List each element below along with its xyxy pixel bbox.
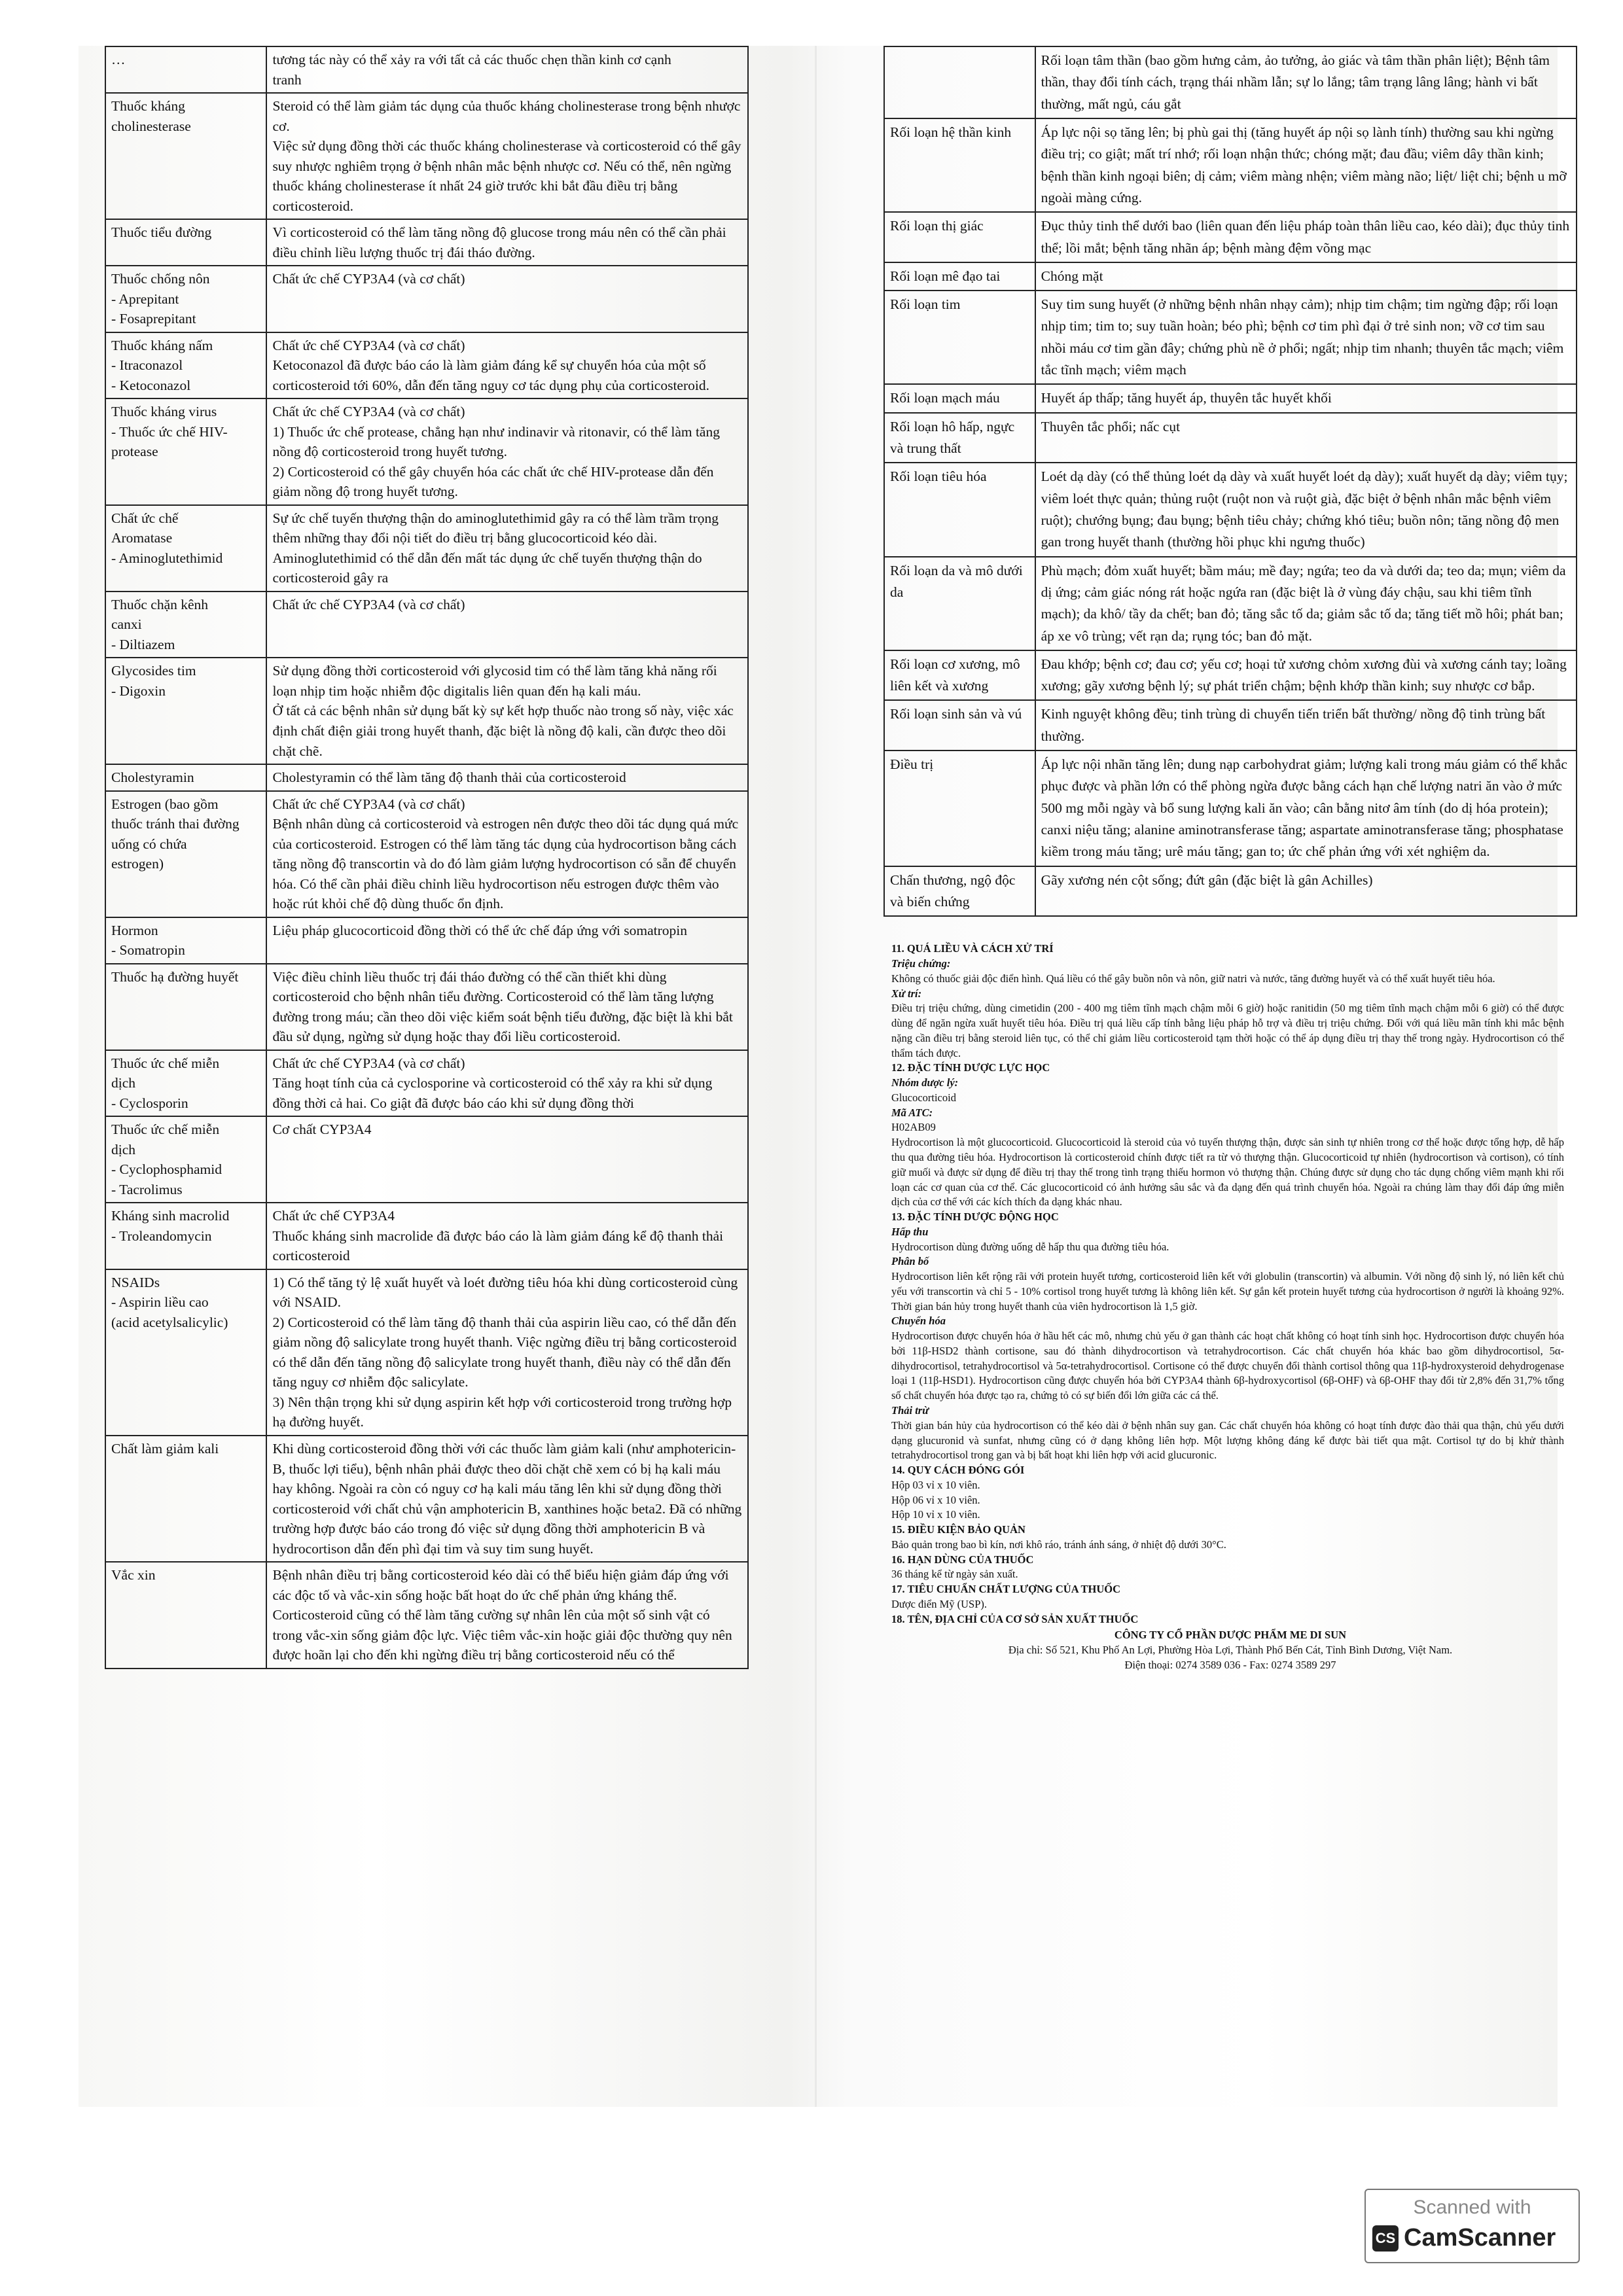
section-subheading: Mã ATC: [891, 1106, 933, 1119]
adverse-row [884, 384, 1577, 412]
section-line: 36 tháng kể từ ngày sản xuất. [891, 1568, 1018, 1581]
drug-name: - Ketoconazol [111, 377, 191, 393]
interaction-note: Cơ chất CYP3A4 [272, 1122, 372, 1138]
interaction-drug-cell [105, 46, 266, 93]
interaction-drug-cell [105, 764, 266, 791]
interaction-row [105, 658, 748, 764]
interaction-note-cell [266, 1203, 748, 1269]
adverse-effects: Phù mạch; đỏm xuất huyết; bầm máu; mề đay; ngứa; teo da và dưới da; teo da; mụn; viêm da dị ứng; cảm giác nóng rát hoặc ngứa ran (đặc biệt là ở vùng đáy chậu, sau khi tiêm tĩnh mạch); da khô/ tầy da chết; ban đỏ; tăng sắc tố da; giảm sắc tố da; tăng tiết mồ hôi; phát ban; áp xe vô trùng; vết rạn da; rụng tóc; ban đỏ mặt. [1035, 557, 1577, 650]
adverse-row [884, 700, 1577, 751]
drug-name: - Cyclophosphamid [111, 1161, 222, 1178]
adverse-row [884, 46, 1577, 118]
adverse-row [884, 463, 1577, 556]
interaction-note-cell [266, 658, 748, 764]
section-line: Hộp 03 vỉ x 10 viên. [891, 1478, 980, 1491]
interaction-note-cell [266, 764, 748, 791]
drug-interactions-table [105, 46, 749, 1669]
adverse-effects: Áp lực nội sọ tăng lên; bị phù gai thị (tăng huyết áp nội sọ lành tính) thường sau khi ngừng điều trị; co giật; mất trí nhớ; rối loạn nhận thức; chóng mặt; đau đầu; viêm dây thần kinh; bệnh thần kinh ngoại biên; dị cảm; viêm màng nhện; viêm màng não; liệt/ liệt chi; bệnh u mỡ ngoài màng cứng. [1035, 118, 1577, 212]
section [891, 1612, 1564, 1627]
organ-class: Rối loạn da và mô dưới da [884, 557, 1035, 650]
interaction-note-cell [266, 1050, 748, 1117]
interaction-row [105, 1203, 748, 1269]
interaction-note: Việc điều chỉnh liều thuốc trị đái tháo đường có thể cần thiết khi dùng corticosteroid cho bệnh nhân tiểu đường. Corticosteroid có thể làm tăng lượng đường trong máu; cần theo dõi việc kiểm soát bệnh tiểu đường, đặc biệt là khi bắt đầu sử dụng, ngừng sử dụng hoặc thay đổi liều corticosteroid. [272, 968, 733, 1045]
organ-class: Rối loạn tim [884, 291, 1035, 384]
drug-name: NSAIDs [111, 1274, 160, 1290]
drug-name: Thuốc ức chế miễn [111, 1122, 220, 1138]
adverse-row [884, 413, 1577, 463]
interaction-row [105, 1116, 748, 1203]
adverse-effects: Huyết áp thấp; tăng huyết áp, thuyên tắc huyết khối [1035, 384, 1577, 412]
interaction-note: 3) Nên thận trọng khi sử dụng aspirin kết hợp với corticosteroid trong trường hợp hạ đường huyết. [272, 1394, 732, 1430]
interaction-note: Sự ức chế tuyến thượng thận do aminoglutethimid gây ra có thể làm trầm trọng thêm những thay đổi nội tiết do điều trị bằng glucocorticoid kéo dài. [272, 510, 719, 546]
interaction-row [105, 1269, 748, 1436]
interaction-row [105, 917, 748, 964]
adverse-effects: Kinh nguyệt không đều; tinh trùng di chuyển tiến triển bất thường/ nồng độ tinh trùng bất thường. [1035, 700, 1577, 751]
section-line: Hộp 10 vỉ x 10 viên. [891, 1508, 980, 1521]
interaction-drug-cell [105, 917, 266, 964]
drug-name: Thuốc kháng [111, 98, 185, 115]
interaction-note: Chất ức chế CYP3A4 (và cơ chất) [272, 796, 465, 812]
drug-name: Vắc xin [111, 1567, 156, 1583]
drug-name: Thuốc tiểu đường [111, 224, 212, 241]
interaction-note: 1) Thuốc ức chế protease, chẳng hạn như indinavir và ritonavir, có thể làm tăng nồng độ corticosteroid trong huyết tương. [272, 423, 720, 460]
adverse-row [884, 118, 1577, 212]
drug-name: Thuốc ức chế miễn [111, 1055, 220, 1071]
interaction-note-cell [266, 1436, 748, 1562]
interaction-drug-cell [105, 791, 266, 917]
drug-name: - Aminoglutethimid [111, 550, 223, 566]
interaction-note: tương tác này có thể xảy ra với tất cả các thuốc chẹn thần kinh cơ cạnh [272, 52, 671, 67]
interaction-note: Vì corticosteroid có thể làm tăng nồng độ glucose trong máu nên có thể cần phải điều chỉnh liều lượng thuốc trị đái tháo đường. [272, 224, 726, 260]
section [891, 942, 1564, 1061]
drug-name: - Fosaprepitant [111, 311, 196, 327]
drug-name: estrogen) [111, 856, 164, 872]
interaction-drug-cell [105, 1562, 266, 1669]
stamp-line1: Scanned with [1413, 2197, 1531, 2218]
manufacturer-block [883, 1628, 1577, 1672]
adverse-effects: Chóng mặt [1035, 262, 1577, 291]
section-text: Hydrocortison dùng đường uống dễ hấp thu qua đường tiêu hóa. [891, 1240, 1169, 1253]
drug-name: - Tacrolimus [111, 1181, 183, 1197]
interaction-note: Chất ức chế CYP3A4 (và cơ chất) [272, 596, 465, 612]
interaction-note-cell [266, 964, 748, 1050]
organ-class: Rối loạn cơ xương, mô liên kết và xương [884, 650, 1035, 701]
organ-class: Rối loạn sinh sản và vú [884, 700, 1035, 751]
adverse-effects-table [883, 46, 1577, 917]
section-text: Hydrocortison được chuyển hóa ở hầu hết các mô, nhưng chủ yếu ở gan thành các hoạt chất không có hoạt tính sinh học. Hydrocortison được chuyển hóa bởi 11β-HSD2 thành cortisone, sau đó thành dihydrocortison và tetrahydrocortison. Các chất chuyển hóa khác bao gồm dihydrocortisol, 5α-dihydrocortisol, tetrahydrocortisol và 5α-tetrahydrocortisol. Cortisone có thể được chuyển đổi thành cortisol thông qua 11β-hydroxysteroid dehydrogenase loại 1 (11β-HSD1). Hydrocortison cũng được chuyển hóa bởi CYP3A4 thành 6β-hydroxycortisol (6β-OHF) và 6β-OHF thay đổi từ 2,8% đến 31,7% tổng số chất chuyển hóa được tạo ra, chứng tỏ có sự biến đổi lớn giữa các cá thể. [891, 1330, 1564, 1402]
company-address: Địa chỉ: Số 521, Khu Phố An Lợi, Phường Hòa Lợi, Thành Phố Bến Cát, Tỉnh Bình Dương, Việt Nam. [1008, 1644, 1453, 1657]
fold-line [815, 46, 817, 2107]
interaction-note-cell [266, 917, 748, 964]
interaction-note-cell [266, 1116, 748, 1203]
interaction-note-cell [266, 219, 748, 266]
interaction-note-cell [266, 1562, 748, 1669]
interaction-note: tranh [272, 71, 302, 88]
adverse-effects: Đục thủy tinh thể dưới bao (liên quan đến liệu pháp toàn thân liều cao, kéo dài); đục thủy tinh thể; lồi mắt; bệnh tăng nhãn áp; bệnh màng đệm võng mạc [1035, 212, 1577, 262]
interaction-note-cell [266, 1269, 748, 1436]
interaction-note-cell [266, 592, 748, 658]
interaction-drug-cell [105, 332, 266, 399]
section-text: Hydrocortison là một glucocorticoid. Glucocorticoid là steroid của vỏ tuyến thượng thận, được sản sinh tự nhiên trong cơ thể hoặc được tổng hợp, dễ hấp thu qua đường tiêu hóa. Hydrocortison là corticosteroid chính được tiết ra từ vỏ thượng thận. Glucocorticoid tự nhiên (hydrocortison và cortison), có tính giữ muối và được sử dụng để điều trị thay thế trong tình trạng thiếu hormon vỏ thượng thận. Chúng được sử dụng cho tác dụng chống viêm mạnh khi rối loạn các cơ quan của cơ thể. Các glucocorticoid có ảnh hưởng sâu sắc và đa dạng đến quá trình chuyển hóa. Ngoài ra chúng làm thay đổi đáp ứng miễn dịch của cơ thể với các kích thích đa dạng khác nhau. [891, 1136, 1564, 1209]
interaction-note: 2) Corticosteroid có thể làm tăng độ thanh thải của aspirin liều cao, có thể dẫn đến giảm nồng độ salicylate trong huyết thanh. Việc ngừng điều trị bằng corticosteroid có thể dẫn đến tăng nồng độ salicylate trong huyết thanh, điều này có thể dẫn đến tăng nguy cơ nhiễm độc salicylate. [272, 1314, 737, 1390]
drug-name: - Aprepitant [111, 291, 179, 307]
adverse-row [884, 262, 1577, 291]
camscanner-stamp [1364, 2189, 1580, 2263]
adverse-row [884, 557, 1577, 650]
interaction-row [105, 1562, 748, 1669]
drug-name: - Cyclosporin [111, 1095, 188, 1111]
organ-class: Rối loạn thị giác [884, 212, 1035, 262]
section-line: Bảo quản trong bao bì kín, nơi khô ráo, tránh ánh sáng, ở nhiệt độ dưới 30°C. [891, 1538, 1226, 1551]
interaction-row [105, 1050, 748, 1117]
drug-name: thuốc tránh thai đường [111, 816, 240, 832]
interaction-row [105, 791, 748, 917]
drug-name: canxi [111, 616, 142, 633]
section-text: Hydrocortison liên kết rộng rãi với protein huyết tương, corticosteroid liên kết với globulin (transcortin) và albumin. Với nồng độ sinh lý, nó liên kết chủ yếu với transcortin và chỉ 5 - 10% cortisol trong huyết tương là không liên kết. Sự gắn kết protein huyết tương của hydrocortison ở người là khoảng 92%. Thời gian bán hủy trong huyết thanh của viên hydrocortison là 1,5 giờ. [891, 1270, 1564, 1313]
organ-class: Rối loạn mê đạo tai [884, 262, 1035, 291]
interaction-note-cell [266, 266, 748, 332]
section [891, 1210, 1564, 1463]
organ-class: Chấn thương, ngộ độc và biến chứng [884, 866, 1035, 917]
drug-name: Thuốc hạ đường huyết [111, 968, 239, 985]
organ-class: Rối loạn hệ thần kinh [884, 118, 1035, 212]
organ-class [884, 46, 1035, 118]
section-text: Không có thuốc giải độc điển hình. Quá liều có thể gây buồn nôn và nôn, giữ natri và nước, tăng đường huyết và có thể xuất huyết tiêu hóa. [891, 972, 1495, 985]
interaction-note: Bệnh nhân điều trị bằng corticosteroid kéo dài có thể biểu hiện giảm đáp ứng với các độc tố và vắc-xin sống hoặc bất hoạt do ức chế phản ứng kháng thể. Corticosteroid cũng có thể làm tăng cường sự nhân lên của một số sinh vật có trong vắc-xin sống giảm độc lực. Việc tiêm vắc-xin hoặc giải độc thường quy nên được hoãn lại cho đến khi ngừng điều trị bằng corticosteroid nếu có thể [272, 1567, 732, 1663]
interaction-note: Ketoconazol đã được báo cáo là làm giảm đáng kể sự chuyển hóa của một số corticosteroid tới 60%, dẫn đến tăng nguy cơ tác dụng phụ của corticosteroid. [272, 357, 709, 393]
interactions-column [105, 46, 749, 1669]
company-phone: Điện thoại: 0274 3589 036 - Fax: 0274 3589 297 [1124, 1659, 1336, 1671]
drug-name: Thuốc kháng virus [111, 404, 217, 420]
interaction-drug-cell [105, 658, 266, 764]
organ-class: Rối loạn hô hấp, ngực và trung thất [884, 413, 1035, 463]
interaction-drug-cell [105, 398, 266, 505]
interaction-note: 2) Corticosteroid có thể gây chuyển hóa các chất ức chế HIV-protease dẫn đến giảm nồng độ trong huyết tương. [272, 463, 714, 500]
section-title: 16. HẠN DÙNG CỦA THUỐC [891, 1553, 1034, 1566]
section-title: 13. ĐẶC TÍNH DƯỢC ĐỘNG HỌC [891, 1210, 1059, 1224]
interaction-drug-cell [105, 505, 266, 592]
section [891, 1523, 1564, 1553]
section-line: Dược điển Mỹ (USP). [891, 1597, 987, 1610]
interaction-note-cell [266, 46, 748, 93]
leaflet-sections [883, 942, 1577, 1627]
interaction-drug-cell [105, 1269, 266, 1436]
stamp-line2: CamScanner [1404, 2224, 1556, 2252]
drug-name: Hormon [111, 922, 158, 938]
drug-name: dịch [111, 1141, 136, 1157]
interaction-row [105, 1436, 748, 1562]
interaction-drug-cell [105, 93, 266, 219]
drug-name: Thuốc chặn kênh [111, 596, 209, 612]
section [891, 1463, 1564, 1523]
drug-name: - Diltiazem [111, 636, 175, 652]
drug-name: Cholestyramin [111, 769, 194, 786]
interaction-row [105, 764, 748, 791]
interaction-note: Bệnh nhân dùng cả corticosteroid và estrogen nên được theo dõi tác dụng quá mức của corticosteroid. Estrogen có thể làm tăng tác dụng của hydrocortison bằng cách tăng nồng độ transcortin và do đó làm giảm lượng hydrocortison có sẵn để chuyển hóa. Có thể cần phải điều chỉnh liều hydrocortison nếu estrogen được thêm vào hoặc rút khỏi chế độ dùng thuốc ổn định. [272, 816, 739, 912]
section-line: Hộp 06 vỉ x 10 viên. [891, 1493, 980, 1506]
section-title: 12. ĐẶC TÍNH DƯỢC LỰC HỌC [891, 1061, 1050, 1074]
section [891, 1582, 1564, 1612]
interaction-note: 1) Có thể tăng tỷ lệ xuất huyết và loét đường tiêu hóa khi dùng corticosteroid cùng với NSAID. [272, 1274, 738, 1311]
section-subheading: Chuyển hóa [891, 1315, 946, 1328]
section-title: 15. ĐIỀU KIỆN BẢO QUẢN [891, 1523, 1026, 1536]
interaction-note: Ở tất cả các bệnh nhân sử dụng bất kỳ sự kết hợp thuốc nào trong số này, việc xác định chất điện giải trong huyết thanh, đặc biệt là nồng độ kali, cần được theo dõi chặt chẽ. [272, 703, 734, 759]
interaction-row [105, 46, 748, 93]
section-title: 18. TÊN, ĐỊA CHỈ CỦA CƠ SỞ SẢN XUẤT THUỐC [891, 1612, 1139, 1625]
section-subheading: Phân bố [891, 1255, 929, 1268]
interaction-row [105, 93, 748, 219]
interaction-drug-cell [105, 266, 266, 332]
adverse-effects: Thuyên tắc phổi; nấc cụt [1035, 413, 1577, 463]
interaction-note: Chất ức chế CYP3A4 (và cơ chất) [272, 271, 465, 287]
drug-name: - Itraconazol [111, 357, 183, 374]
adverse-effects: Rối loạn tâm thần (bao gồm hưng cảm, ảo tưởng, ảo giác và tâm thần phân liệt); Bệnh tâm thần, thay đổi tính cách, trạng thái nhầm lẫn; sự lo lắng; tâm trạng lâng lâng; hành vi bất thường, mất ngủ, cáu gắt [1035, 46, 1577, 118]
drug-name: Chất ức chế [111, 510, 179, 526]
section-subheading: Thải trừ [891, 1404, 929, 1417]
interaction-drug-cell [105, 1203, 266, 1269]
section-title: 11. QUÁ LIỀU VÀ CÁCH XỬ TRÍ [891, 942, 1054, 955]
interaction-drug-cell [105, 219, 266, 266]
adverse-effects: Suy tim sung huyết (ở những bệnh nhân nhạy cảm); nhịp tim chậm; tim ngừng đập; rối loạn nhịp tim; tim to; suy tuần hoàn; béo phì; bệnh cơ tim phì đại ở trẻ sinh non; vỡ cơ tim sau nhồi máu cơ tim gần đây; chứng phù nề ở phổi; ngất; nhịp tim nhanh; thuyên tắc mạch; viêm tắc tĩnh mạch; viêm mạch [1035, 291, 1577, 384]
section-subheading: Triệu chứng: [891, 957, 951, 970]
section-text: Điều trị triệu chứng, dùng cimetidin (200 - 400 mg tiêm tĩnh mạch chậm mỗi 6 giờ) hoặc ranitidin (50 mg tiêm tĩnh mạch chậm mỗi 6 giờ) có thể được dùng để ngăn ngừa xuất huyết tiêu hóa. Điều trị quá liều cấp tính bằng liệu pháp hỗ trợ và điều trị triệu chứng. Đối với quá liều mãn tính khi mắc bệnh nặng cần điều trị bằng steroid liên tục, có thể chỉ giảm liều corticosteroid tạm thời hoặc có thể áp dụng điều trị thay thế trong ngày. Hydrocortison có thể thẩm tách được. [891, 1002, 1564, 1059]
drug-name: Aromatase [111, 530, 173, 546]
interaction-note: Liệu pháp glucocorticoid đồng thời có thể ức chế đáp ứng với somatropin [272, 922, 687, 938]
drug-name: cholinesterase [111, 118, 191, 134]
right-column [883, 46, 1577, 1673]
drug-name: - Aspirin liều cao [111, 1294, 209, 1311]
drug-name: Thuốc chống nôn [111, 271, 210, 287]
interaction-note: Khi dùng corticosteroid đồng thời với các thuốc làm giảm kali (như amphotericin-B, thuốc lợi tiểu), bệnh nhân phải được theo dõi chặt chẽ xem có bị hạ kali máu hay không. Ngoài ra còn có nguy cơ hạ kali máu tăng lên khi sử dụng đồng thời corticosteroid với chất chủ vận amphotericin B, xanthines hoặc beta2. Đã có những trường hợp được báo cáo trong đó việc sử dụng đồng thời amphotericin B và hydrocortison dẫn đến phì đại tim và suy tim sung huyết. [272, 1441, 742, 1557]
section-subheading: Hấp thu [891, 1225, 929, 1238]
adverse-row [884, 751, 1577, 866]
organ-class: Điều trị [884, 751, 1035, 866]
adverse-effects: Gãy xương nén cột sống; đứt gân (đặc biệt là gân Achilles) [1035, 866, 1577, 917]
interaction-drug-cell [105, 964, 266, 1050]
adverse-row [884, 291, 1577, 384]
organ-class: Rối loạn tiêu hóa [884, 463, 1035, 556]
camscanner-logo-icon: CS [1372, 2225, 1399, 2252]
drug-name: - Troleandomycin [111, 1227, 212, 1244]
interaction-note: Tăng hoạt tính của cả cyclosporine và corticosteroid có thể xảy ra khi sử dụng đồng thời cả hai. Co giật đã được báo cáo khi sử dụng đồng thời [272, 1075, 713, 1111]
interaction-row [105, 964, 748, 1050]
drug-name: dịch [111, 1075, 136, 1091]
interaction-note: Chất ức chế CYP3A4 (và cơ chất) [272, 1055, 465, 1071]
interaction-note: Aminoglutethimid có thể dẫn đến mất tác dụng ức chế tuyến thượng thận do corticosteroid gây ra [272, 550, 702, 586]
adverse-row [884, 866, 1577, 917]
interaction-note: Chất ức chế CYP3A4 [272, 1208, 395, 1224]
section-text: Glucocorticoid [891, 1091, 956, 1104]
interaction-row [105, 219, 748, 266]
adverse-row [884, 650, 1577, 701]
interaction-note-cell [266, 398, 748, 505]
interaction-row [105, 592, 748, 658]
interaction-drug-cell [105, 1116, 266, 1203]
section [891, 1061, 1564, 1210]
drug-name: Chất làm giảm kali [111, 1441, 219, 1457]
drug-name: Kháng sinh macrolid [111, 1208, 230, 1224]
drug-name: uống có chứa [111, 836, 187, 852]
interaction-drug-cell [105, 1050, 266, 1117]
interaction-note-cell [266, 93, 748, 219]
section-subheading: Nhóm dược lý: [891, 1076, 959, 1089]
interaction-note: Sử dụng đồng thời corticosteroid với glycosid tim có thể làm tăng khả năng rối loạn nhịp tim hoặc nhiễm độc digitalis liên quan đến hạ kali máu. [272, 663, 717, 699]
interaction-row [105, 398, 748, 505]
company-name: CÔNG TY CỔ PHẦN DƯỢC PHẨM ME DI SUN [1114, 1629, 1347, 1642]
drug-name: (acid acetylsalicylic) [111, 1314, 228, 1330]
organ-class: Rối loạn mạch máu [884, 384, 1035, 412]
interaction-note: Steroid có thể làm giảm tác dụng của thuốc kháng cholinesterase trong bệnh nhược cơ. [272, 98, 741, 134]
drug-name: - Digoxin [111, 682, 166, 699]
drug-name: Thuốc kháng nấm [111, 337, 213, 353]
adverse-effects: Đau khớp; bệnh cơ; đau cơ; yếu cơ; hoại tử xương chỏm xương đùi và xương cánh tay; loãng xương; gãy xương bệnh lý; sự phát triển chậm; bệnh khớp thần kinh; suy nhược cơ bắp. [1035, 650, 1577, 701]
section-title: 17. TIÊU CHUẨN CHẤT LƯỢNG CỦA THUỐC [891, 1583, 1121, 1596]
adverse-effects: Áp lực nội nhãn tăng lên; dung nạp carbohydrat giảm; lượng kali trong máu giảm có thể khắc phục được và phần lớn có thể phòng ngừa được bằng cách hạn chế lượng natri ăn vào ở mức 500 mg mỗi ngày và bổ sung lượng kali ăn vào; cân bằng nitơ âm tính (do dị hóa protein); canxi niệu tăng; alanine aminotransferase tăng; aspartate aminotransferase tăng; phosphatase kiềm trong máu tăng; urê máu tăng; gan to; ức chế phản ứng với xét nghiệm da. [1035, 751, 1577, 866]
drug-name: Estrogen (bao gồm [111, 796, 219, 812]
drug-name: - Thuốc ức chế HIV-protease [111, 423, 228, 460]
section [891, 1553, 1564, 1583]
drug-name: - Somatropin [111, 942, 185, 959]
interaction-row [105, 266, 748, 332]
interaction-note-cell [266, 332, 748, 399]
section-title: 14. QUY CÁCH ĐÓNG GÓI [891, 1464, 1025, 1477]
interaction-drug-cell [105, 1436, 266, 1562]
drug-name: … [111, 52, 126, 67]
interaction-note: Chất ức chế CYP3A4 (và cơ chất) [272, 404, 465, 420]
adverse-effects: Loét dạ dày (có thể thủng loét dạ dày và xuất huyết loét dạ dày); xuất huyết dạ dày; viêm tụy; viêm loét thực quản; thủng ruột (ruột non và ruột già, đặc biệt ở bệnh nhân mắc bệnh viêm ruột); chướng bụng; đau bụng; bệnh tiêu chảy; chứng khó tiêu; buồn nôn; tăng nồng độ men gan trong huyết thanh (thường hồi phục khi ngưng thuốc) [1035, 463, 1577, 556]
section-subheading: Xử trí: [891, 987, 922, 1000]
interaction-note: Chất ức chế CYP3A4 (và cơ chất) [272, 337, 465, 353]
interaction-row [105, 505, 748, 592]
drug-name: Glycosides tim [111, 663, 196, 679]
section-text: Thời gian bán hủy của hydrocortison có thể kéo dài ở bệnh nhân suy gan. Các chất chuyển hóa không có hoạt tính được đào thải qua thận, chủ yếu dưới dạng glucuronid và sunfat, nhưng cũng có ở dạng không liên hợp. Một lượng không đáng kể được bài tiết qua mật. Cortisol tự do bị khử thành tetrahydrocortisol trong gan và bị bất hoạt khi liên hợp với acid glucuronic. [891, 1419, 1564, 1462]
adverse-row [884, 212, 1577, 262]
interaction-note: Thuốc kháng sinh macrolide đã được báo cáo là làm giảm đáng kể độ thanh thải corticosteroid [272, 1227, 724, 1264]
interaction-note-cell [266, 505, 748, 592]
interaction-note-cell [266, 791, 748, 917]
section-text: H02AB09 [891, 1121, 936, 1134]
interaction-note: Cholestyramin có thể làm tăng độ thanh thải của corticosteroid [272, 769, 626, 786]
interaction-row [105, 332, 748, 399]
interaction-drug-cell [105, 592, 266, 658]
interaction-note: Việc sử dụng đồng thời các thuốc kháng cholinesterase và corticosteroid có thể gây suy nhược nghiêm trọng ở bệnh nhân mắc bệnh nhược cơ. Nếu có thể, nên ngừng thuốc kháng cholinesterase ít nhất 24 giờ trước khi bắt đầu điều trị bằng corticosteroid. [272, 138, 741, 214]
